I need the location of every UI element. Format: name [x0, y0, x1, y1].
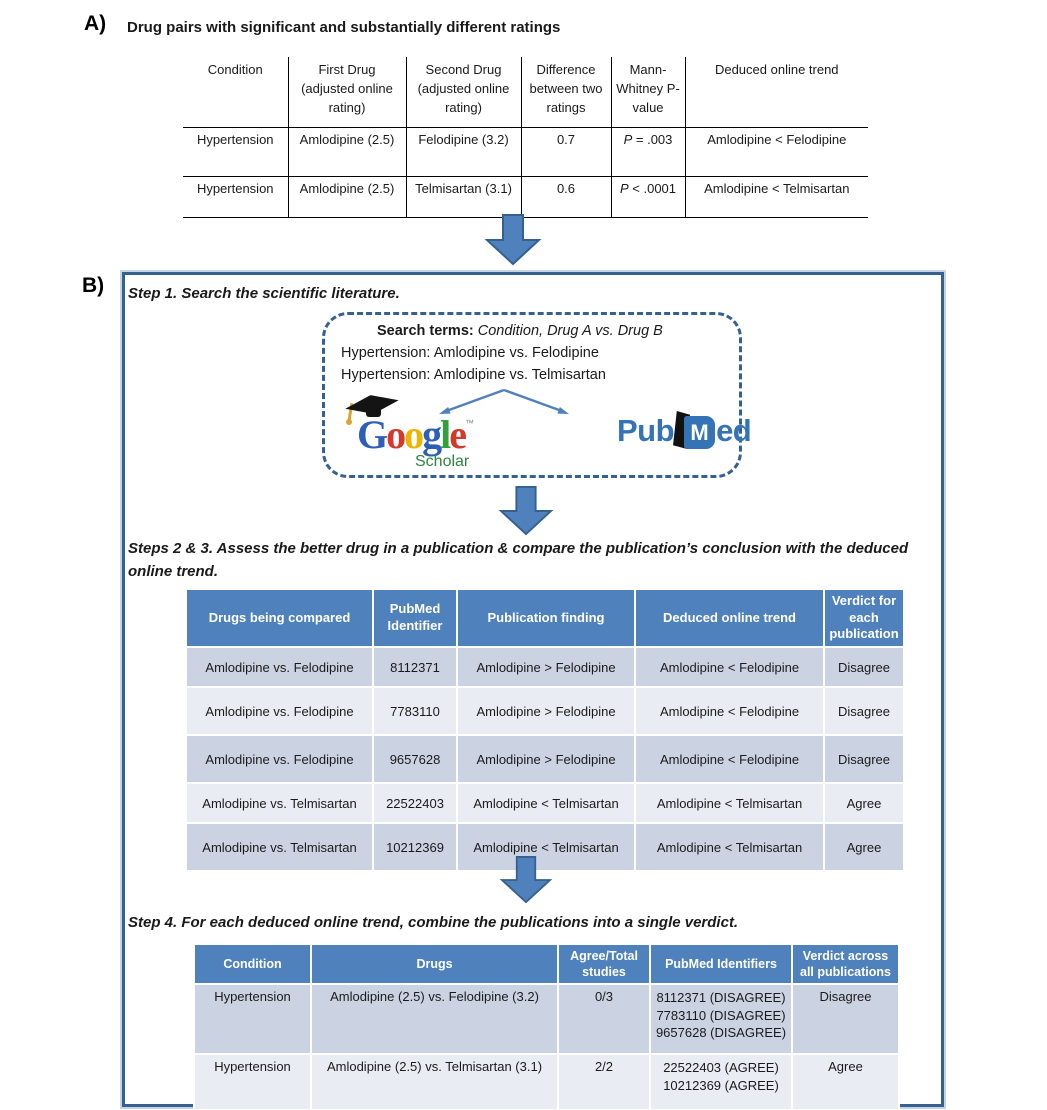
- table-header-row: [187, 590, 903, 646]
- steps23-title: Steps 2 & 3. Assess the better drug in a publication & compare the publication’s conclusion with the deduced online trend.: [128, 540, 909, 580]
- table-row: [187, 736, 903, 782]
- cell: Disagree: [825, 736, 903, 782]
- trademark-symbol: ™: [465, 418, 475, 428]
- column-header: Deduced online trend: [636, 590, 823, 646]
- column-header: Agree/Total studies: [559, 945, 649, 983]
- cell: Agree: [825, 784, 903, 822]
- combined-verdict-table: [193, 943, 900, 1110]
- cell: Amlodipine > Felodipine: [458, 736, 634, 782]
- table-row: [195, 1055, 898, 1109]
- table-header-row: [195, 945, 898, 983]
- cell: Disagree: [825, 648, 903, 686]
- panel-a-label: A): [84, 12, 107, 35]
- cell: Amlodipine < Telmisartan: [636, 824, 823, 870]
- cell: 9657628: [374, 736, 456, 782]
- search-terms-template: Condition, Drug A vs. Drug B: [477, 323, 663, 339]
- ratings-table-header-row: [183, 57, 868, 128]
- column-header: Drugs being compared: [187, 590, 372, 646]
- step4-title: Step 4. For each deduced online trend, combine the publications into a single verdict.: [128, 914, 739, 931]
- cell-difference: 0.6: [521, 177, 611, 218]
- cell: Amlodipine vs. Telmisartan: [187, 824, 372, 870]
- cell: Amlodipine vs. Telmisartan: [187, 784, 372, 822]
- cell: Amlodipine vs. Felodipine: [187, 736, 372, 782]
- column-header: Condition: [183, 57, 288, 128]
- cell: Amlodipine > Felodipine: [458, 688, 634, 734]
- google-scholar-logo: [351, 401, 561, 473]
- cell: Amlodipine vs. Felodipine: [187, 688, 372, 734]
- cell: Amlodipine < Felodipine: [636, 736, 823, 782]
- cell-trend: Amlodipine < Felodipine: [685, 128, 868, 177]
- cell-second-drug: Felodipine (3.2): [406, 128, 521, 177]
- column-header: Deduced online trend: [685, 57, 868, 128]
- cell: Amlodipine > Felodipine: [458, 648, 634, 686]
- google-wordmark: Google™: [357, 412, 475, 457]
- table-row: [187, 688, 903, 734]
- cell-first-drug: Amlodipine (2.5): [288, 177, 406, 218]
- pubmed-logo: [617, 411, 751, 457]
- cell-condition: Hypertension: [195, 1055, 310, 1109]
- column-header: Drugs: [312, 945, 557, 983]
- cell-second-drug: Telmisartan (3.1): [406, 177, 521, 218]
- cell: Amlodipine < Telmisartan: [458, 784, 634, 822]
- panel-b-label: B): [82, 274, 105, 297]
- ratings-table: [183, 57, 868, 218]
- cell: Agree: [825, 824, 903, 870]
- column-header: PubMed Identifier: [374, 590, 456, 646]
- cell-condition: Hypertension: [183, 177, 288, 218]
- cell: Amlodipine < Felodipine: [636, 688, 823, 734]
- open-book-icon: M: [673, 411, 717, 451]
- cell-trend: Amlodipine < Telmisartan: [685, 177, 868, 218]
- table-row: [187, 784, 903, 822]
- search-query-2: Hypertension: Amlodipine vs. Telmisartan: [341, 367, 606, 383]
- cell-verdict: Agree: [793, 1055, 898, 1109]
- column-header: PubMed Identifiers: [651, 945, 791, 983]
- panel-a-title: Drug pairs with significant and substantially different ratings: [127, 19, 561, 36]
- column-header: Publication finding: [458, 590, 634, 646]
- pubmed-ed-text: ed: [716, 413, 752, 448]
- table-row: [183, 128, 868, 177]
- cell-condition: Hypertension: [195, 985, 310, 1053]
- cell-first-drug: Amlodipine (2.5): [288, 128, 406, 177]
- cell: Amlodipine vs. Felodipine: [187, 648, 372, 686]
- column-header: Mann-Whitney P-value: [611, 57, 685, 128]
- search-terms-box: [322, 312, 752, 478]
- column-header: Condition: [195, 945, 310, 983]
- block-down-arrow-icon: [484, 214, 542, 266]
- column-header: Difference between two ratings: [521, 57, 611, 128]
- cell: Amlodipine < Felodipine: [636, 648, 823, 686]
- publication-comparison-table: [185, 588, 905, 872]
- scholar-wordmark: Scholar: [415, 453, 470, 470]
- cell: 22522403: [374, 784, 456, 822]
- step1-title: Step 1. Search the scientific literature.: [128, 285, 400, 302]
- table-row: [183, 177, 868, 218]
- cell-pubmed-ids: 22522403 (AGREE) 10212369 (AGREE): [651, 1055, 791, 1109]
- cell-pubmed-ids: 8112371 (DISAGREE) 7783110 (DISAGREE) 9657628 (DISAGREE): [651, 985, 791, 1053]
- column-header: Verdict across all publications: [793, 945, 898, 983]
- search-terms-label: Search terms:: [377, 323, 478, 339]
- column-header: Verdict for each publication: [825, 590, 903, 646]
- cell-agree-total: 0/3: [559, 985, 649, 1053]
- cell: 7783110: [374, 688, 456, 734]
- pubmed-pub-text: Pub: [617, 413, 675, 448]
- column-header: Second Drug (adjusted online rating): [406, 57, 521, 128]
- cell-condition: Hypertension: [183, 128, 288, 177]
- cell-drugs: Amlodipine (2.5) vs. Telmisartan (3.1): [312, 1055, 557, 1109]
- cell: 8112371: [374, 648, 456, 686]
- cell-p-value: P < .0001: [611, 177, 685, 218]
- cell-verdict: Disagree: [793, 985, 898, 1053]
- cell-p-value: P = .003: [611, 128, 685, 177]
- table-row: [195, 985, 898, 1053]
- cell: Amlodipine < Telmisartan: [458, 824, 634, 870]
- cell-drugs: Amlodipine (2.5) vs. Felodipine (3.2): [312, 985, 557, 1053]
- cell-agree-total: 2/2: [559, 1055, 649, 1109]
- search-query-1: Hypertension: Amlodipine vs. Felodipine: [341, 345, 599, 361]
- cell-difference: 0.7: [521, 128, 611, 177]
- block-down-arrow-icon: [497, 856, 555, 904]
- column-header: First Drug (adjusted online rating): [288, 57, 406, 128]
- search-terms-line: [377, 323, 663, 339]
- cell: Disagree: [825, 688, 903, 734]
- table-row: [187, 648, 903, 686]
- block-down-arrow-icon: [497, 486, 555, 536]
- cell: 10212369: [374, 824, 456, 870]
- cell: Amlodipine < Telmisartan: [636, 784, 823, 822]
